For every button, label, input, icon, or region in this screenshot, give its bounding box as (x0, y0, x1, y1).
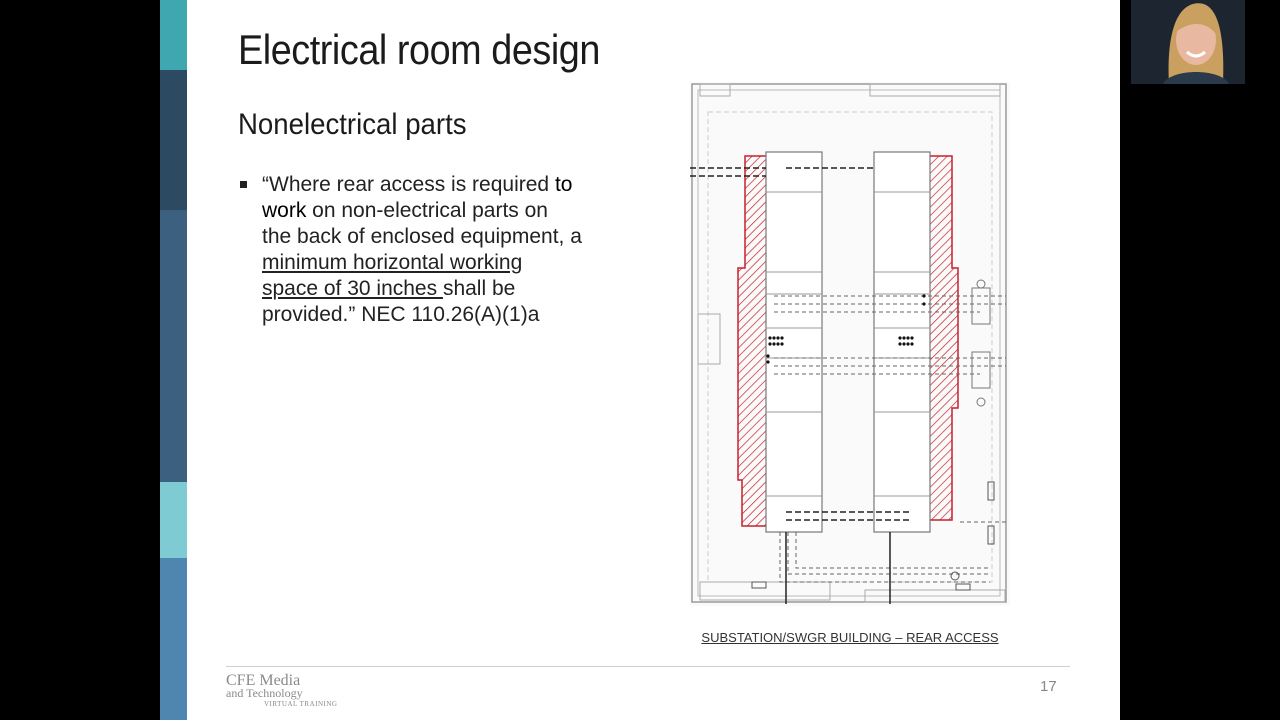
slide (160, 0, 1120, 720)
footer-divider (226, 666, 1070, 667)
bullet-text (262, 172, 582, 328)
accent-block-2 (160, 70, 187, 210)
floor-plan-drawing (690, 82, 1010, 606)
bullet-underlined: minimum horizontal working space of 30 inches (262, 251, 523, 300)
bullet-middle: on non-electrical parts on the back of enclosed equipment, a (262, 199, 582, 248)
slide-title: Electrical room design (238, 26, 600, 73)
bullet-emphasis: to work (262, 173, 573, 222)
logo-line-3: VIRTUAL TRAINING (264, 700, 338, 708)
presenter-webcam (1131, 0, 1245, 84)
logo-line-1: CFE Media (226, 672, 301, 689)
bullet-end: shall be provided.” NEC 110.26(A)(1)a (262, 277, 540, 326)
accent-bar (160, 0, 187, 720)
logo-line-2: and Technology (226, 686, 303, 700)
bullet-square-icon (240, 181, 247, 188)
accent-block-1 (160, 0, 187, 70)
accent-block-4 (160, 482, 187, 558)
cfe-media-logo (226, 670, 346, 714)
presenter-avatar-icon (1131, 0, 1245, 84)
accent-block-3 (160, 210, 187, 482)
figure-caption: SUBSTATION/SWGR BUILDING – REAR ACCESS (701, 630, 999, 645)
slide-subtitle: Nonelectrical parts (238, 108, 467, 141)
bullet-open: “Where rear access is required (262, 173, 555, 196)
page-number: 17 (1040, 678, 1057, 695)
accent-block-5 (160, 558, 187, 720)
